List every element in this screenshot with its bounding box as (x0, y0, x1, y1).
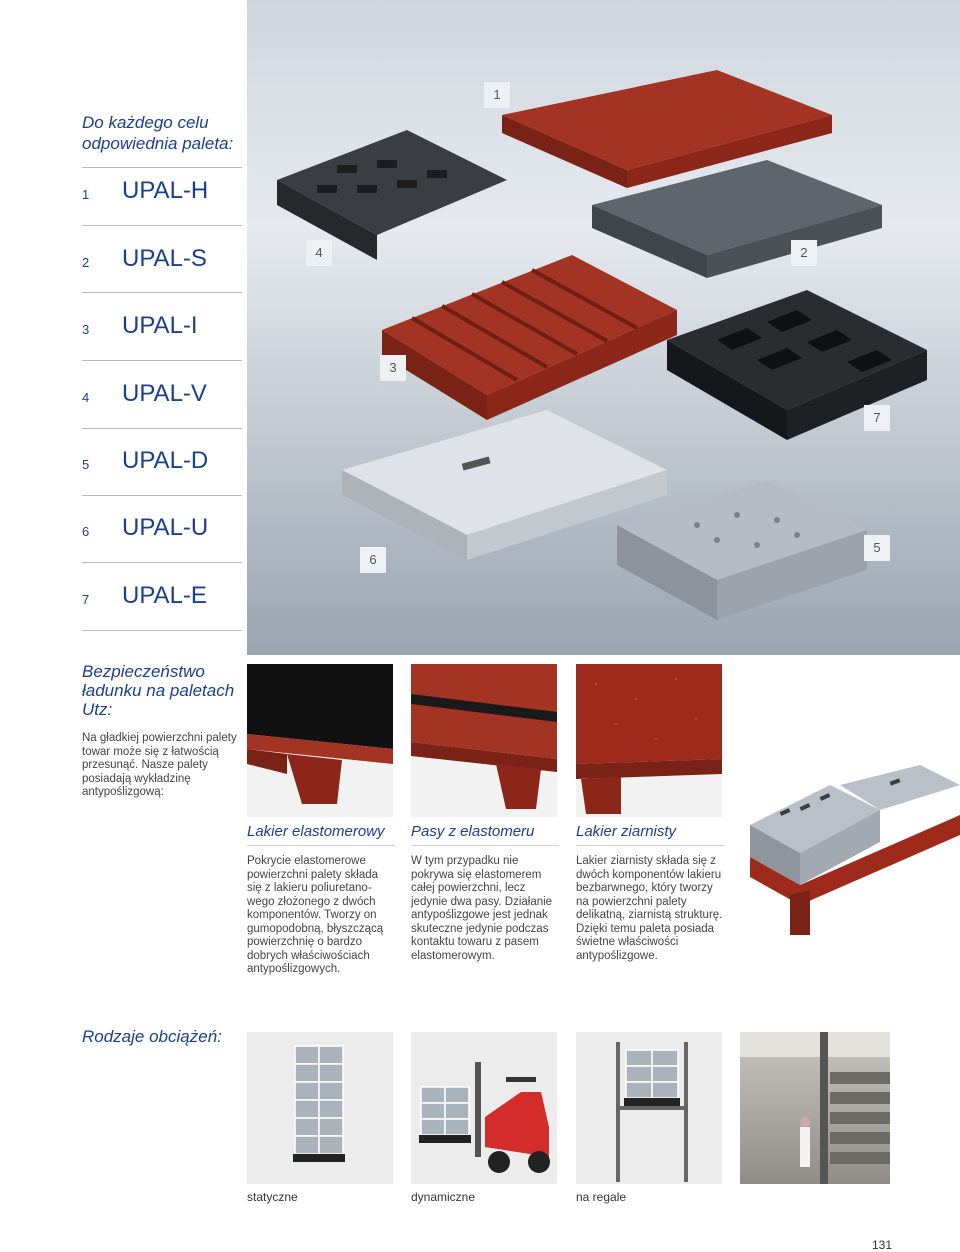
elastomer-coating-illustration (247, 664, 393, 817)
list-divider (82, 225, 242, 226)
load-caption: na regale (576, 1190, 627, 1204)
load-types-heading: Rodzaje obciążeń: (82, 1027, 222, 1046)
pallet-label: 7 (864, 405, 890, 431)
list-item-number: 2 (82, 255, 90, 270)
list-divider (82, 428, 242, 429)
list-divider (82, 167, 242, 168)
feature-title: Lakier ziarnisty (576, 823, 677, 840)
static-load-illustration (247, 1032, 393, 1184)
feature-text: Lakier ziarnisty składa się z dwóch komponentów lakieru bezbarwnego, który tworzy na powierzchni palety delikatną, ziarnistą strukturę. Dzięki temu paleta posiada świetne właściwości antypoślizgowe. (576, 855, 723, 962)
dynamic-load-image (411, 1032, 557, 1184)
grainy-coating-illustration (576, 664, 722, 817)
rack-load-image (576, 1032, 722, 1184)
pallet-label: 5 (864, 535, 890, 561)
load-caption: dynamiczne (411, 1190, 476, 1204)
feature-title: Lakier elastomerowy (247, 823, 385, 840)
pallet-label: 1 (484, 82, 510, 108)
elastomer-strips-image (411, 664, 557, 817)
forklift-illustration (411, 1032, 557, 1184)
list-item-name: UPAL-E (122, 582, 207, 609)
list-divider (82, 562, 242, 563)
load-caption: statyczne (247, 1190, 298, 1204)
list-item-name: UPAL-D (122, 447, 209, 474)
feature-text: Pokrycie elastomerowe powierzchni palety składa się z lakieru poliuretano-wego złożonego z dwóch komponentów. Tworzy on gumopodobną, błyszczącą powierzchnię o bardzo dobrych właściwościach antypoślizgowych. (247, 855, 384, 975)
list-divider (82, 292, 242, 293)
rack-load-illustration (576, 1032, 722, 1184)
safety-text: Na gładkiej powierzchni palety towar może się z łatwością przesunąć. Nasze palety posiadają wykładzinę antypoślizgową: (82, 732, 237, 798)
list-item-number: 3 (82, 322, 90, 337)
pallet-label: 3 (380, 355, 406, 381)
pallets-hero-image (247, 0, 960, 655)
elastomer-strips-illustration (411, 664, 557, 817)
pallets-illustration (247, 0, 960, 655)
warehouse-photo (740, 1032, 890, 1184)
list-divider (82, 495, 242, 496)
list-item-name: UPAL-I (122, 312, 198, 339)
list-item-name: UPAL-H (122, 177, 209, 204)
pallet-label: 4 (306, 240, 332, 266)
list-item-name: UPAL-V (122, 380, 207, 407)
intro-text: Do każdego celu odpowiednia paleta: (82, 113, 234, 153)
list-item-number: 6 (82, 524, 90, 539)
list-divider (82, 630, 242, 631)
page-number: 131 (872, 1238, 893, 1252)
divider (411, 845, 559, 846)
feature-title: Pasy z elastomeru (411, 823, 535, 840)
list-divider (82, 360, 242, 361)
crates-on-pallet-image (740, 765, 960, 945)
divider (247, 845, 395, 846)
pallet-label: 6 (360, 547, 386, 573)
grainy-coating-image (576, 664, 722, 817)
feature-text: W tym przypadku nie pokrywa się elastomerem całej powierzchni, lecz jedynie dwa pasy. Działanie antypoślizgowe jest jednak skuteczne jedynie podczas kontaktu towaru z pasem elastomerowym. (411, 855, 553, 962)
warehouse-illustration (740, 1032, 890, 1184)
list-item-number: 5 (82, 457, 90, 472)
divider (576, 845, 724, 846)
static-load-image (247, 1032, 393, 1184)
pallet-label: 2 (791, 240, 817, 266)
list-item-number: 1 (82, 187, 90, 202)
list-item-name: UPAL-S (122, 245, 207, 272)
safety-heading: Bezpieczeństwo ładunku na paletach Utz: (82, 662, 235, 719)
elastomer-coating-image (247, 664, 393, 817)
list-item-number: 7 (82, 592, 90, 607)
list-item-number: 4 (82, 390, 90, 405)
list-item-name: UPAL-U (122, 514, 209, 541)
crates-illustration (740, 765, 960, 945)
